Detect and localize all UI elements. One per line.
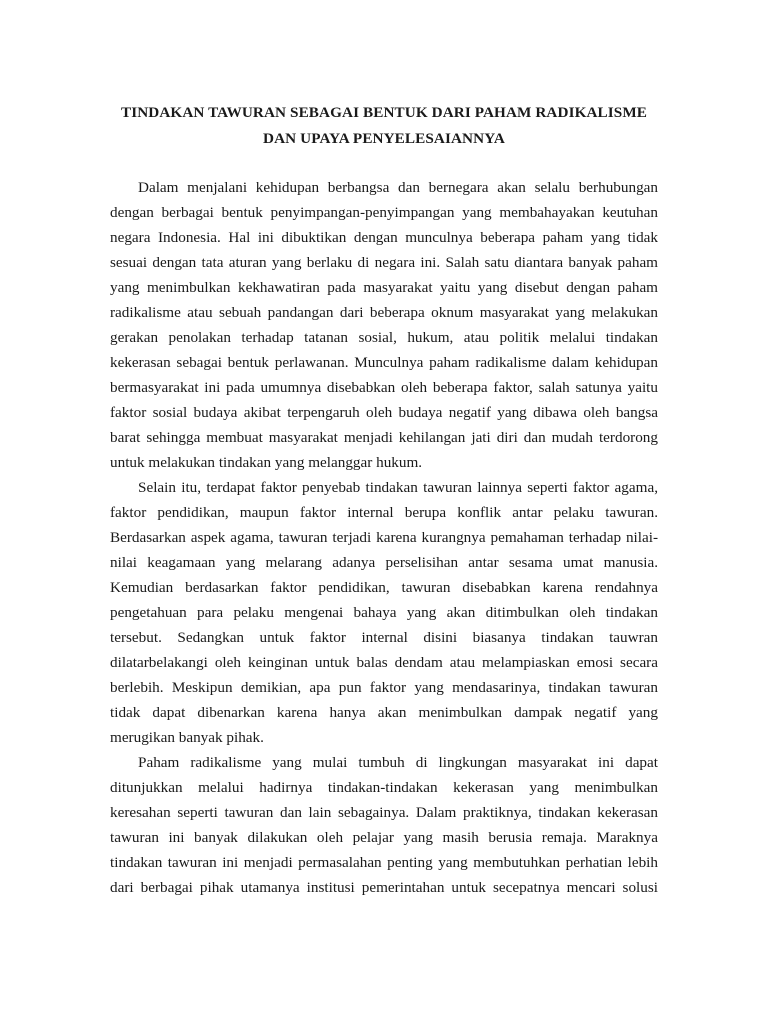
paragraph-1 [110, 175, 658, 475]
text-line: Berdasarkan aspek agama, tawuran terjadi karena kurangnya pemahaman terhadap nilai- [110, 529, 658, 546]
text-line: Selain itu, terdapat faktor penyebab tindakan tawuran lainnya seperti faktor agama, [138, 479, 658, 496]
text-line: sesuai dengan tata aturan yang berlaku di negara ini. Salah satu diantara banyak paham [110, 254, 658, 271]
text-line: tindakan tawuran ini menjadi permasalahan penting yang membutuhkan perhatian lebih [110, 854, 658, 871]
text-line: ditunjukkan melalui hadirnya tindakan-tindakan kekerasan yang menimbulkan [110, 779, 658, 796]
text-line: dari berbagai pihak utamanya institusi pemerintahan untuk secepatnya mencari solusi [110, 879, 658, 896]
text-line: nilai keagamaan yang melarang adanya perselisihan antar sesama umat manusia. [110, 554, 658, 571]
text-line: yang menimbulkan kekhawatiran pada masyarakat yaitu yang disebut dengan paham [110, 279, 658, 296]
document-body [110, 175, 658, 900]
text-line: Dalam menjalani kehidupan berbangsa dan bernegara akan selalu berhubungan [138, 179, 658, 196]
paragraph-3 [110, 750, 658, 900]
text-line: tidak dapat dibenarkan karena hanya akan menimbulkan dampak negatif yang [110, 704, 658, 721]
text-line: berlebih. Meskipun demikian, apa pun faktor yang mendasarinya, tindakan tawuran [110, 679, 658, 696]
text-line: Kemudian berdasarkan faktor pendidikan, tawuran disebabkan karena rendahnya [110, 579, 658, 596]
document-title-line-2: DAN UPAYA PENYELESAIANNYA [263, 130, 505, 147]
text-line: faktor sosial budaya akibat terpengaruh oleh budaya negatif yang dibawa oleh bangsa [110, 404, 658, 421]
text-line: barat sehingga membuat masyarakat menjadi kehilangan jati diri dan mudah terdorong [110, 429, 658, 446]
text-line: dengan berbagai bentuk penyimpangan-penyimpangan yang membahayakan keutuhan [110, 204, 658, 221]
text-line: negara Indonesia. Hal ini dibuktikan dengan munculnya beberapa paham yang tidak [110, 229, 658, 246]
text-line: gerakan penolakan terhadap tatanan sosial, hukum, atau politik melalui tindakan [110, 329, 658, 346]
text-line: tawuran ini banyak dilakukan oleh pelajar yang masih berusia remaja. Maraknya [110, 829, 658, 846]
text-line: radikalisme atau sebuah pandangan dari beberapa oknum masyarakat yang melakukan [110, 304, 658, 321]
text-line: bermasyarakat ini pada umumnya disebabkan oleh beberapa faktor, salah satunya yaitu [110, 379, 658, 396]
text-line: faktor pendidikan, maupun faktor internal berupa konflik antar pelaku tawuran. [110, 504, 658, 521]
text-line: untuk melakukan tindakan yang melanggar hukum. [110, 454, 423, 471]
text-line: keresahan seperti tawuran dan lain sebagainya. Dalam praktiknya, tindakan kekerasan [110, 804, 658, 821]
text-line: Paham radikalisme yang mulai tumbuh di lingkungan masyarakat ini dapat [138, 754, 658, 771]
text-line: tersebut. Sedangkan untuk faktor internal disini biasanya tindakan tauwran [110, 629, 658, 646]
text-line: dilatarbelakangi oleh keinginan untuk balas dendam atau melampiaskan emosi secara [110, 654, 658, 671]
paragraph-2 [110, 475, 658, 750]
text-line: kekerasan sebagai bentuk perlawanan. Munculnya paham radikalisme dalam kehidupan [110, 354, 658, 371]
text-line: merugikan banyak pihak. [110, 729, 264, 746]
document-title-line-1: TINDAKAN TAWURAN SEBAGAI BENTUK DARI PAHAM RADIKALISME [120, 104, 648, 121]
text-line: pengetahuan para pelaku mengenai bahaya yang akan ditimbulkan oleh tindakan [110, 604, 658, 621]
